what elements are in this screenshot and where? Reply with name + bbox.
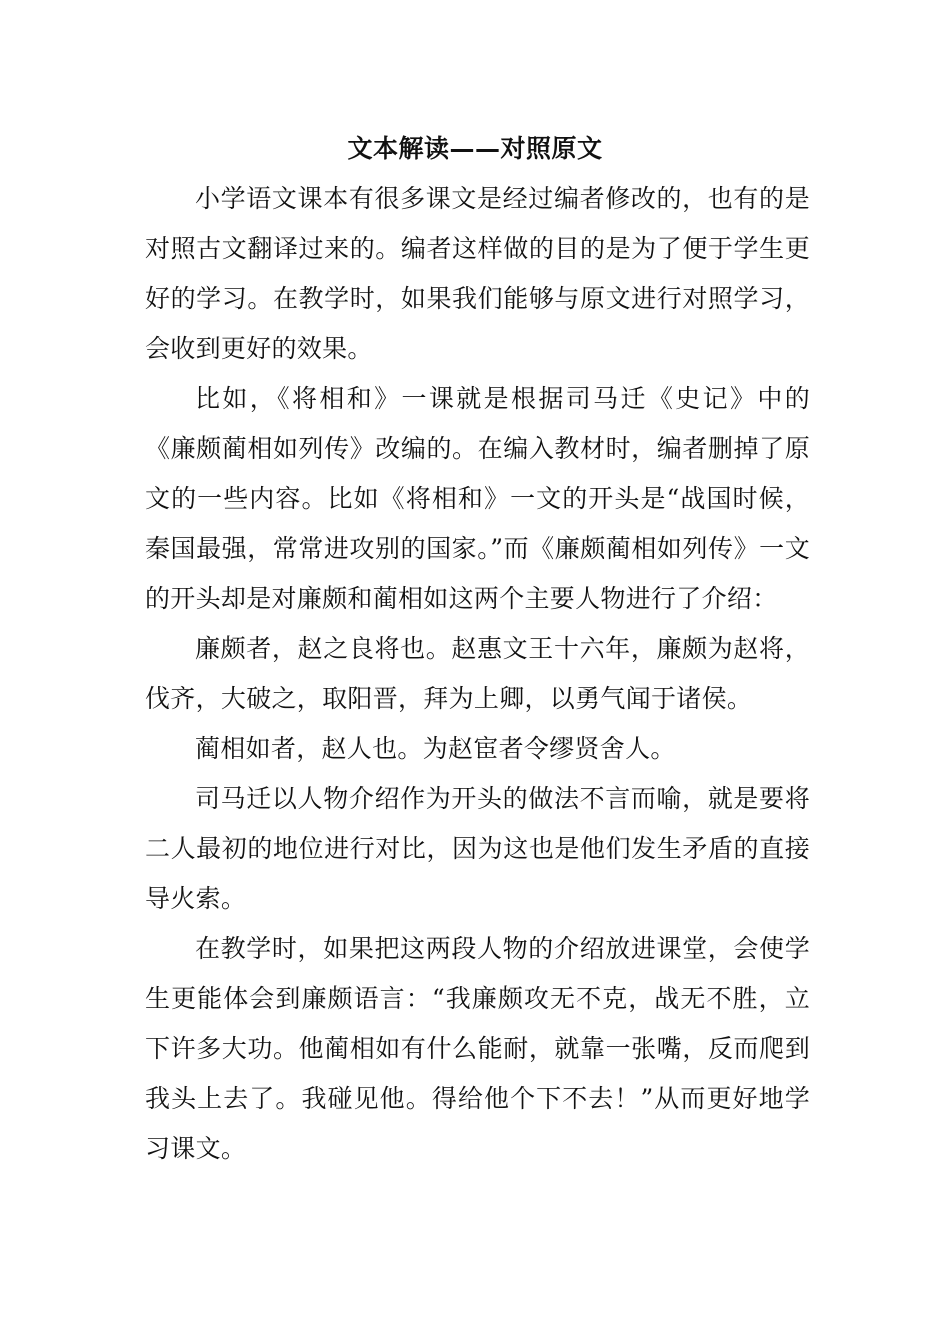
document-title: 文本解读——对照原文 [347, 134, 603, 163]
paragraph-example: 比如，《将相和》一课就是根据司马迁《史记》中的《廉颇蔺相如列传》改编的。在编入教材时，编者删掉了原文的一些内容。比如《将相和》一文的开头是“战国时候，秦国最强，常常进攻别的国家。”而《廉颇蔺相如列传》一文的开头却是对廉颇和蔺相如这两个主要人物进行了介绍： [145, 384, 810, 613]
paragraph-analysis: 司马迁以人物介绍作为开头的做法不言而喻，就是要将二人最初的地位进行对比，因为这也是他们发生矛盾的直接导火索。 [145, 784, 810, 913]
document-body [145, 174, 810, 1174]
paragraph-conclusion: 在教学时，如果把这两段人物的介绍放进课堂，会使学生更能体会到廉颇语言：“我廉颇攻无不克，战无不胜，立下许多大功。他蔺相如有什么能耐，就靠一张嘴，反而爬到我头上去了。我碰见他。得给他个下不去！”从而更好地学习课文。 [145, 934, 810, 1163]
paragraph-intro: 小学语文课本有很多课文是经过编者修改的，也有的是对照古文翻译过来的。编者这样做的目的是为了便于学生更好的学习。在教学时，如果我们能够与原文进行对照学习，会收到更好的效果。 [145, 184, 810, 363]
paragraph-quote-linxiangru: 蔺相如者，赵人也。为赵宦者令缪贤舍人。 [195, 734, 676, 763]
paragraph-quote-lianpo: 廉颇者，赵之良将也。赵惠文王十六年，廉颇为赵将，伐齐，大破之，取阳晋，拜为上卿，以勇气闻于诸侯。 [145, 634, 810, 713]
